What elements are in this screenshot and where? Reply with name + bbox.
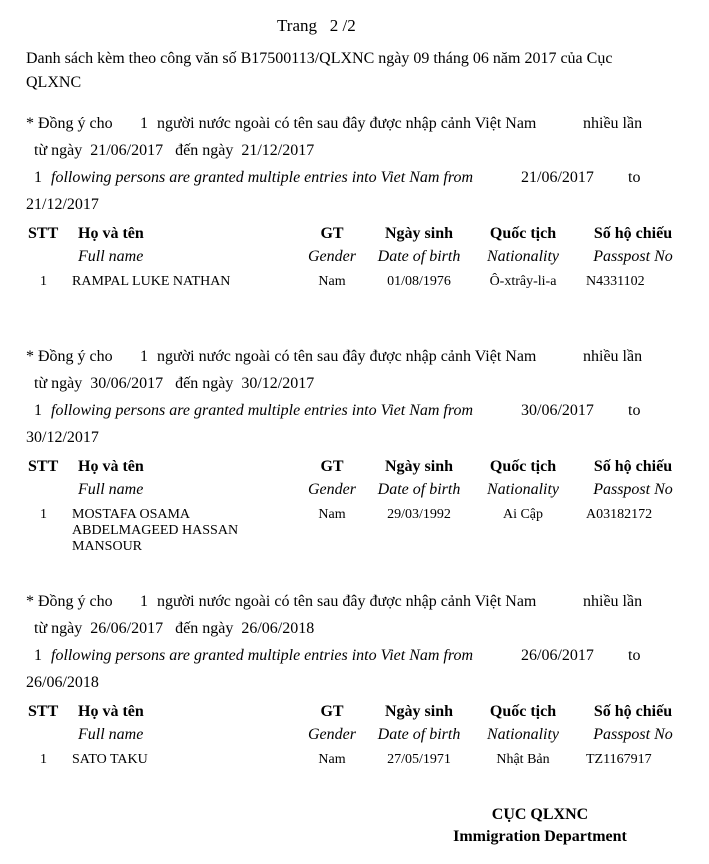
approval-section [0,115,709,290]
row-passport-number: A03182172 [586,507,653,522]
col-nationality-subheader: Nationality [487,726,559,743]
col-nationality-subheader: Nationality [487,481,559,498]
full-name-line: ABDELMAGEED HASSAN [72,523,239,538]
col-dob-subheader: Date of birth [377,726,461,743]
approval-section [0,348,709,563]
row-stt: 1 [40,274,47,289]
col-gender-subheader: Gender [308,481,356,498]
en-person-count: 1 [34,402,42,419]
col-name-subheader: Full name [78,481,144,498]
vi-consent-prefix: * Đồng ý cho [26,593,113,610]
col-gender-subheader: Gender [308,726,356,743]
en-end-date: 26/06/2018 [26,674,99,691]
col-gender-subheader: Gender [308,248,356,265]
page-number: 2 /2 [329,16,356,35]
full-name-line: RAMPAL LUKE NATHAN [72,274,231,289]
col-dob-subheader: Date of birth [377,248,461,265]
col-name-header: Họ và tên [78,225,144,242]
vi-consent-text: người nước ngoài có tên sau đây được nhập cảnh Việt Nam [157,348,537,365]
row-passport-number: TZ1167917 [586,752,652,767]
col-nationality-header: Quốc tịch [489,703,557,720]
en-end-date: 21/12/2017 [26,196,99,213]
row-date-of-birth: 27/05/1971 [387,752,451,767]
col-name-header: Họ và tên [78,458,144,475]
vi-entry-type: nhiều lần [583,593,643,610]
vi-consent-prefix: * Đồng ý cho [26,115,113,132]
col-dob-header: Ngày sinh [384,225,454,242]
row-gender: Nam [318,274,346,289]
vi-date-range: từ ngày 30/06/2017 đến ngày 30/12/2017 [34,375,315,392]
row-full-name [72,752,148,768]
approval-section [0,593,709,773]
row-full-name [72,274,230,290]
en-to-label: to [628,647,641,664]
vi-entry-type: nhiều lần [583,115,643,132]
col-name-header: Họ và tên [78,703,144,720]
col-passport-subheader: Passpost No [593,248,673,265]
col-dob-subheader: Date of birth [377,481,461,498]
col-dob-header: Ngày sinh [384,703,454,720]
row-stt: 1 [40,507,47,522]
en-grant-text: following persons are granted multiple entries into Viet Nam from [51,402,474,419]
en-person-count: 1 [34,647,42,664]
col-passport-header: Số hộ chiếu [593,458,673,475]
col-nationality-subheader: Nationality [487,248,559,265]
row-full-name [72,507,238,555]
vi-person-count: 1 [140,348,148,365]
row-gender: Nam [318,752,346,767]
col-gender-header: GT [320,703,344,720]
signature-agency-en: Immigration Department [453,828,627,845]
page-label: Trang [277,16,317,35]
col-stt-header: STT [28,458,59,475]
col-passport-header: Số hộ chiếu [593,225,673,242]
en-from-date: 30/06/2017 [521,402,594,419]
vi-consent-text: người nước ngoài có tên sau đây được nhập cảnh Việt Nam [157,593,537,610]
col-passport-subheader: Passpost No [593,726,673,743]
vi-person-count: 1 [140,115,148,132]
col-nationality-header: Quốc tịch [489,225,557,242]
vi-person-count: 1 [140,593,148,610]
col-dob-header: Ngày sinh [384,458,454,475]
col-gender-header: GT [320,458,344,475]
en-from-date: 26/06/2017 [521,647,594,664]
row-gender: Nam [318,507,346,522]
row-passport-number: N4331102 [586,274,645,289]
full-name-line: MANSOUR [72,539,143,554]
row-nationality: Nhật Bản [496,752,550,767]
en-from-date: 21/06/2017 [521,169,594,186]
en-grant-text: following persons are granted multiple entries into Viet Nam from [51,169,474,186]
en-to-label: to [628,169,641,186]
col-passport-subheader: Passpost No [593,481,673,498]
vi-date-range: từ ngày 26/06/2017 đến ngày 26/06/2018 [34,620,315,637]
vi-date-range: từ ngày 21/06/2017 đến ngày 21/12/2017 [34,142,315,159]
signature-agency-vi: CỤC QLXNC [491,806,589,823]
row-stt: 1 [40,752,47,767]
col-stt-header: STT [28,703,59,720]
row-date-of-birth: 01/08/1976 [387,274,451,289]
col-nationality-header: Quốc tịch [489,458,557,475]
col-gender-header: GT [320,225,344,242]
en-to-label: to [628,402,641,419]
en-end-date: 30/12/2017 [26,429,99,446]
vi-consent-text: người nước ngoài có tên sau đây được nhập cảnh Việt Nam [157,115,537,132]
intro-line-2: QLXNC [26,74,82,91]
full-name-line: SATO TAKU [72,752,148,767]
en-person-count: 1 [34,169,42,186]
col-name-subheader: Full name [78,726,144,743]
col-stt-header: STT [28,225,59,242]
col-name-subheader: Full name [78,248,144,265]
row-nationality: Ô-xtrây-li-a [489,274,557,289]
row-date-of-birth: 29/03/1992 [387,507,451,522]
vi-consent-prefix: * Đồng ý cho [26,348,113,365]
page-number-label [277,16,356,36]
col-passport-header: Số hộ chiếu [593,703,673,720]
vi-entry-type: nhiều lần [583,348,643,365]
full-name-line: MOSTAFA OSAMA [72,507,191,522]
en-grant-text: following persons are granted multiple entries into Viet Nam from [51,647,474,664]
intro-line-1: Danh sách kèm theo công văn số B17500113/QLXNC ngày 09 tháng 06 năm 2017 của Cục [26,50,613,67]
row-nationality: Ai Cập [502,507,544,522]
